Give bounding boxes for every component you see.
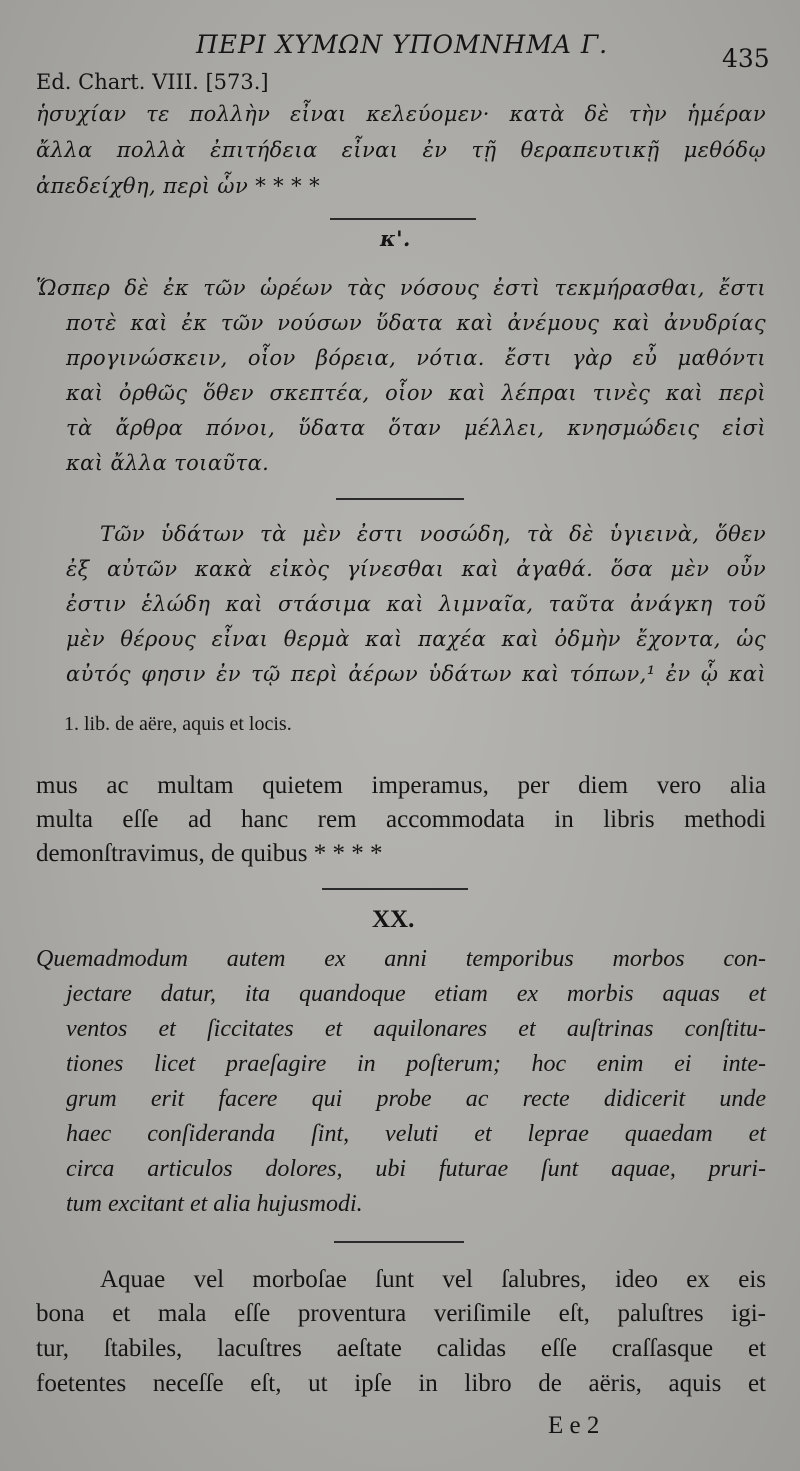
latin-paragraph-line: bona et mala eſſe proventura veriſimile eſt, paluſtres igi- [36, 1300, 766, 1327]
latin-paragraph-line: foetentes neceſſe eſt, ut ipſe in libro de aëris, aquis et [36, 1370, 766, 1397]
greek-section-line: Ὥσπερ δὲ ἐκ τῶν ὡρέων τὰς νόσους ἐστὶ τεκμήρασθαι, ἔστι [36, 276, 766, 300]
latin-top-line: multa eſſe ad hanc rem accommodata in libris methodi [36, 806, 766, 833]
greek-top-line: ἡσυχίαν τε πολλὴν εἶναι κελεύομεν· κατὰ δὲ τὴν ἡμέραν [36, 102, 766, 126]
latin-section-numeral: XX. [372, 906, 415, 933]
section-divider [330, 218, 476, 220]
greek-section-line: προγινώσκειν, οἷον βόρεια, νότια. ἔστι γὰρ εὖ μαθόντι [66, 346, 766, 370]
edition-reference: Ed. Chart. VIII. [573.] [36, 70, 269, 94]
greek-top-line: ἄλλα πολλὰ ἐπιτήδεια εἶναι ἐν τῇ θεραπευτικῇ μεθόδῳ [36, 138, 766, 162]
signature-mark: E e 2 [548, 1412, 600, 1439]
page-number: 435 [722, 44, 770, 73]
latin-paragraph-line: tur, ſtabiles, lacuſtres aeſtate calidas eſſe craſſasque et [36, 1335, 766, 1362]
greek-section-line: καὶ ὀρθῶς ὅθεν σκεπτέα, οἷον καὶ λέπραι τινὲς καὶ περὶ [66, 381, 766, 405]
latin-section-line: ventos et ſiccitates et aquilonares et auſtrinas conſtitu- [66, 1016, 766, 1042]
latin-section-line: haec conſideranda ſint, veluti et leprae quaedam et [66, 1121, 766, 1147]
section-divider [322, 888, 468, 890]
greek-section-line: ποτὲ καὶ ἐκ τῶν νούσων ὕδατα καὶ ἀνέμους καὶ ἀνυδρίας [66, 311, 766, 335]
latin-section-line: tum excitant et alia hujusmodi. [66, 1191, 363, 1217]
latin-section-line: grum erit facere qui probe ac recte didicerit unde [66, 1086, 766, 1112]
latin-section-line: jectare datur, ita quandoque etiam ex morbis aquas et [66, 981, 766, 1007]
latin-top-line: demonſtravimus, de quibus * * * * [36, 840, 383, 867]
greek-paragraph-line: Τῶν ὑδάτων τὰ μὲν ἐστι νοσώδη, τὰ δὲ ὑγιεινὰ, ὅθεν [100, 522, 766, 546]
latin-top-line: mus ac multam quietem imperamus, per diem vero alia [36, 772, 766, 799]
running-header: ΠΕΡΙ ΧΥΜΩΝ ΥΠΟΜΝΗΜΑ Γ. [196, 30, 609, 59]
greek-paragraph-line: ἐξ αὐτῶν κακὰ εἰκὸς γίνεσθαι καὶ ἀγαθά. ὅσα μὲν οὖν [66, 557, 766, 581]
greek-section-line: τὰ ἄρθρα πόνοι, ὕδατα ὅταν μέλλει, κνησμώδεις εἰσὶ [66, 416, 766, 440]
latin-section-line: tiones licet praeſagire in poſterum; hoc enim ei inte- [66, 1051, 766, 1077]
greek-top-line: ἀπεδείχθη, περὶ ὧν * * * * [36, 174, 321, 198]
section-divider [336, 498, 464, 500]
footnote: 1. lib. de aëre, aquis et locis. [64, 713, 292, 735]
greek-paragraph-line: ἐστιν ἑλώδη καὶ στάσιμα καὶ λιμναῖα, ταῦτα ἀνάγκη τοῦ [66, 592, 766, 616]
greek-section-numeral: κ'. [380, 226, 411, 251]
greek-section-line: καὶ ἄλλα τοιαῦτα. [66, 451, 270, 475]
greek-paragraph-line: αὐτός φησιν ἐν τῷ περὶ ἀέρων ὑδάτων καὶ τόπων,¹ ἐν ᾧ καὶ [66, 662, 766, 686]
latin-section-line: Quemadmodum autem ex anni temporibus morbos con- [36, 946, 766, 972]
greek-paragraph-line: μὲν θέρους εἶναι θερμὰ καὶ παχέα καὶ ὀδμὴν ἔχοντα, ὡς [66, 627, 766, 651]
latin-paragraph-line: Aquae vel morboſae ſunt vel ſalubres, ideo ex eis [100, 1266, 766, 1293]
section-divider [334, 1241, 464, 1243]
latin-section-line: circa articulos dolores, ubi futurae ſunt aquae, pruri- [66, 1156, 766, 1182]
